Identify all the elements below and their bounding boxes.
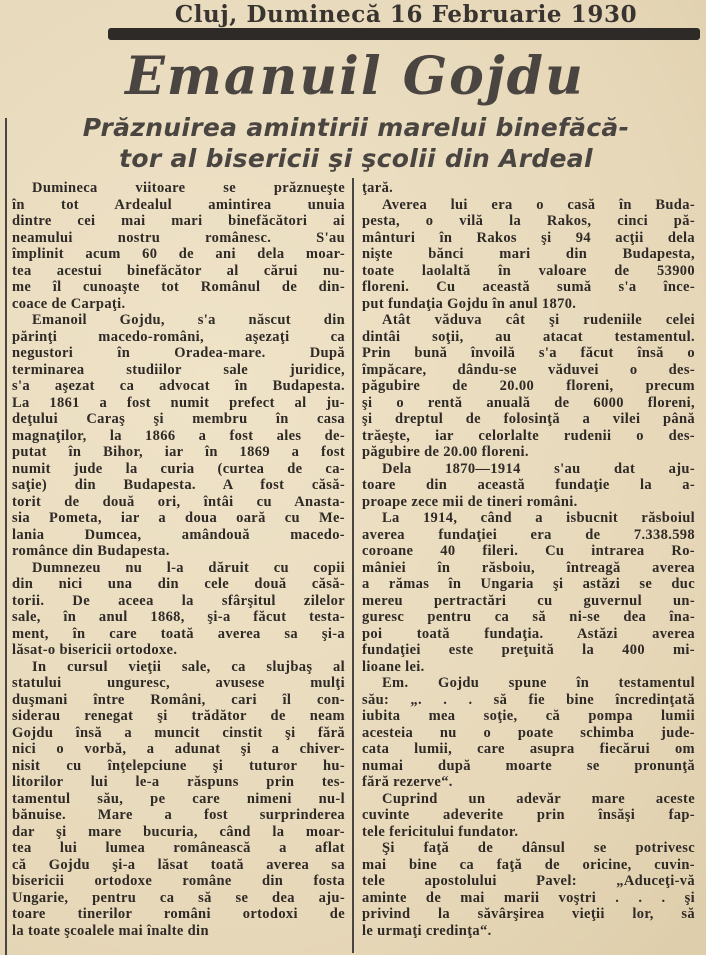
article-subtitle <box>12 112 700 174</box>
article-text-line: că Gojdu şi-a lăsat toată averea sa <box>12 856 345 873</box>
header-rule <box>108 28 700 40</box>
article-text-line: deţului Caraş şi membru în casa <box>12 411 345 427</box>
article-text-line: nisit cu înţelepciune şi tuturor hu- <box>12 757 345 774</box>
article-text-line: privind la săvârşirea vieţii lor, să <box>362 906 695 922</box>
article-text-line: lania Dumcea, amândouă macedo- <box>12 526 345 543</box>
article-text-line: păgubire de 20.00 floreni, precum <box>362 378 695 394</box>
article-text-line: mâniei în răsboiu, întreagă averea <box>362 559 695 576</box>
article-text-line: împlinit acum 60 de ani dela moar- <box>12 246 345 262</box>
article-text-line: Dela 1870—1914 s'au dat aju- <box>382 460 695 477</box>
article-text-line: fără rezerve“. <box>362 774 453 790</box>
article-text-line: mereu pertractări cu guvernul un- <box>362 592 695 609</box>
article-text-line: dintâi soţii, au atacat testamentul. <box>362 328 695 345</box>
article-text-line: averea fundaţiei era de 7.338.598 <box>362 526 695 543</box>
article-text-line: litorilor lui le-a răspuns prin tes- <box>12 774 345 790</box>
article-text-line: Averea lui era o casă în Buda- <box>382 196 695 213</box>
article-text-line: coace de Carpaţi. <box>12 295 126 312</box>
article-text-line: păgubire de 20.00 floreni. <box>362 444 529 460</box>
article-text-line: Cuprind un adevăr mare aceste <box>382 790 695 807</box>
article-text-line: Atât văduva cât şi rudeniile celei <box>382 312 695 328</box>
article-text-line: cuvinte adeverite prin însăşi fap- <box>362 807 695 823</box>
article-text-line: şi o rentă anuală de 6000 floreni, <box>362 394 695 411</box>
article-text-line: din nici una din cele două căsă- <box>12 576 345 592</box>
article-text-line: fundaţiei este preţuită la 400 mi- <box>362 642 695 658</box>
column-rule <box>352 178 354 953</box>
article-text-line: mai bine ca faţă de oricine, cuvin- <box>362 856 695 873</box>
article-text-line: saţie) din Budapesta. A fost căsă- <box>12 477 345 493</box>
article-text-line: sia Pometa, iar a doua oară cu Me- <box>12 510 345 526</box>
article-text-line: torii. De aceea la sfârşitul zilelor <box>12 592 345 609</box>
article-text-line: Şi faţă de dânsul se potrivesc <box>382 840 695 856</box>
article-text-line: nişte bănci mari din Budapesta, <box>362 246 695 262</box>
article-text-line: la toate şcoalele mai înalte din <box>12 922 209 939</box>
article-text-line: bisericii ortodoxe române din fosta <box>12 873 345 889</box>
article-text-line: Dumineca viitoare se prăznueşte <box>32 180 345 196</box>
article-text-line: toate laolaltă în valoare de 53900 <box>362 262 695 279</box>
article-text-line: sale, în anul 1868, şi-a făcut testa- <box>12 609 345 625</box>
article-text-line: iubita mea soţie, că pompa lumii <box>362 708 695 724</box>
article-text-line: me îl cunoaşte tot Românul de din- <box>12 279 345 295</box>
article-text-line: Em. Gojdu spune în testamentul <box>382 675 695 691</box>
article-text-line: proape zece mii de tineri români. <box>362 493 578 510</box>
subtitle-line: tor al bisericii şi şcolii din Ardeal <box>119 144 593 173</box>
article-text-line: tea acestui binefăcător al cărui nu- <box>12 262 345 279</box>
article-text-line: siderau renegat şi trădător de neam <box>12 708 345 724</box>
article-text-line: aminte de mai marii voştri . . . şi <box>362 889 695 906</box>
article-text-line: floreni. Cu această sumă s'a înce- <box>362 279 695 295</box>
article-text-line: în tot Ardealul amintirea unuia <box>12 196 345 213</box>
article-text-line: guresc pentru ca să ni-se dea îna- <box>362 609 695 625</box>
article-text-line: dintre cei mai mari binefăcători ai <box>12 213 345 229</box>
article-text-line: împăcare, dându-se văduvei o des- <box>362 361 695 378</box>
article-text-line: Gojdu însă a muncit cinstit şi fără <box>12 724 345 741</box>
article-text-line: le urmaţi credinţa“. <box>362 922 492 939</box>
article-text-line: şi dreptul de folosinţă a vilei până <box>362 411 695 427</box>
article-text-line: numit jude la curia (curtea de ca- <box>12 460 345 477</box>
article-text-line: toare din această fundaţie la a- <box>362 477 695 493</box>
text-column-right <box>362 180 695 939</box>
dateline: Cluj, Duminecă 16 Februarie 1930 <box>174 1 638 28</box>
article-text-line: mânturi în Rakos şi 94 acţii dela <box>362 229 695 246</box>
article-text-line: Emanoil Gojdu, s'a născut din <box>32 312 345 328</box>
article-text-line: torit de două ori, întâi cu Anasta- <box>12 493 345 510</box>
article-text-line: terminarea studiilor sale juridice, <box>12 361 345 378</box>
article-text-line: dar şi mare bucuria, când la moar- <box>12 823 345 840</box>
article-text-line: neamului nostru românesc. S'au <box>12 229 345 246</box>
article-text-line: părinţi macedo-români, aşezaţi ca <box>12 328 345 345</box>
article-text-line: trăeşte, iar celorlalte rudenii o des- <box>362 427 695 444</box>
article-text-line: lăsat-o bisericii ortodoxe. <box>12 642 178 658</box>
article-text-line: coroane 40 fileri. Cu intrarea Ro- <box>362 543 695 559</box>
article-text-line: putat în Bihor, iar în 1869 a fost <box>12 444 345 460</box>
article-text-line: bănuise. Mare a fost surprinderea <box>12 807 345 823</box>
article-text-line: ţară. <box>362 180 394 196</box>
left-border-rule <box>5 118 7 955</box>
article-text-line: pesta, o vilă la Rakos, cinci pă- <box>362 213 695 229</box>
article-text-line: Ungarie, pentru ca să se dea aju- <box>12 889 345 906</box>
article-text-line: magnaţilor, la 1866 a fost ales de- <box>12 427 345 444</box>
article-text-line: cata lumii, care asupra fiecărui om <box>362 741 695 757</box>
article-text-line: La 1861 a fost numit prefect al ju- <box>12 394 345 411</box>
article-text-line: La 1914, când a isbucnit răsboiul <box>382 510 695 526</box>
article-text-line: duşmani între Români, cari îl con- <box>12 691 345 708</box>
article-text-line: românce din Budapesta. <box>12 543 170 559</box>
article-text-line: In cursul vieţii sale, ca slujbaş al <box>32 658 345 675</box>
article-text-line: tele fericitului fundator. <box>362 823 519 840</box>
article-text-line: tea lui lumea românească a aflat <box>12 840 345 856</box>
article-text-line: s'a aşezat ca advocat în Budapesta. <box>12 378 345 394</box>
article-text-line: nici o vorbă, a adunat şi a chiver- <box>12 741 345 757</box>
article-text-line: Dumnezeu nu l-a dăruit cu copii <box>32 559 345 576</box>
article-text-line: ment, în care toată averea sa şi-a <box>12 625 345 642</box>
text-column-left <box>12 180 345 939</box>
article-text-line: său: „. . . să fie bine încredinţată <box>362 691 695 708</box>
article-text-line: Prin bună învoilă s'a făcut însă o <box>362 345 695 361</box>
subtitle-line: Prăznuirea amintirii marelui binefăcă- <box>82 113 630 142</box>
article-text-line: lioane lei. <box>362 658 425 675</box>
article-text-line: tamentul său, pe care nimeni nu-l <box>12 790 345 807</box>
article-text-line: numai după moarte se pronunţă <box>362 757 695 774</box>
article-text-line: poi toată fundaţia. Astăzi averea <box>362 625 695 642</box>
article-title: Emanuil Gojdu <box>125 46 585 107</box>
article-text-line: tele apostolului Pavel: „Aduceţi-vă <box>362 873 695 889</box>
article-text-line: toare tinerilor români ortodoxi de <box>12 906 345 922</box>
article-text-line: put fundaţia Gojdu în anul 1870. <box>362 295 577 312</box>
article-text-line: negustori în Oradea-mare. După <box>12 345 345 361</box>
article-text-line: statului unguresc, avusese mulţi <box>12 675 345 691</box>
article-text-line: acesteia nu o poate schimba jude- <box>362 724 695 741</box>
article-text-line: a rămas în Ungaria şi astăzi se duc <box>362 576 695 592</box>
